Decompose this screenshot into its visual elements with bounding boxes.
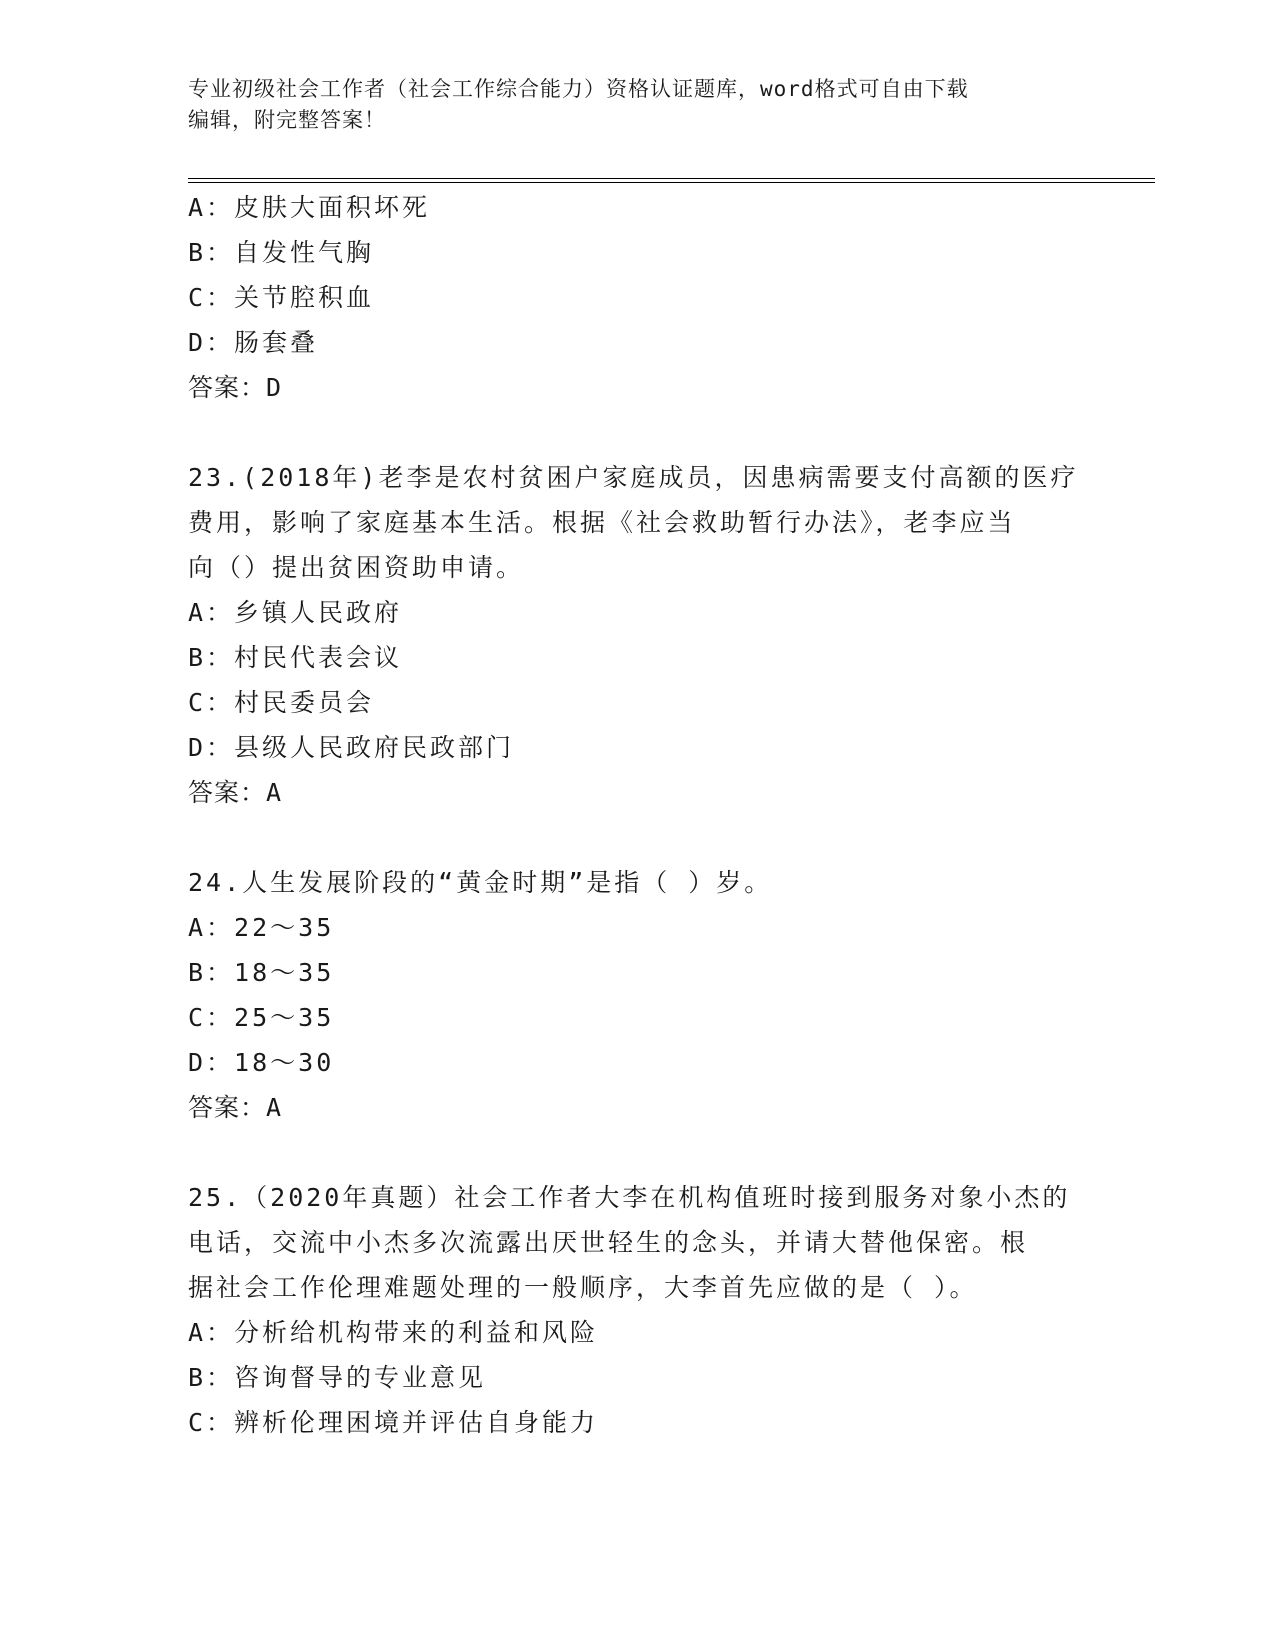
question-25-option-b: B：咨询督导的专业意见 [188, 1363, 487, 1392]
question-24-answer: 答案：A [188, 1093, 283, 1122]
question-23-option-a: A：乡镇人民政府 [188, 598, 403, 627]
question-24-option-a: A：22～35 [188, 913, 335, 942]
header-rule-bottom [188, 182, 1155, 183]
question-25-option-c: C：辨析伦理困境并评估自身能力 [188, 1408, 599, 1437]
question-23-option-d: D：县级人民政府民政部门 [188, 733, 515, 762]
option-b: B：自发性气胸 [188, 238, 375, 267]
document-header [188, 74, 1088, 136]
question-23-stem-1: 23.(2018年)老李是农村贫困户家庭成员，因患病需要支付高额的医疗 [188, 463, 1079, 492]
option-d: D：肠套叠 [188, 328, 319, 357]
header-line-1: 专业初级社会工作者（社会工作综合能力）资格认证题库，word格式可自由下载 [188, 77, 969, 101]
question-23-stem-3: 向（）提出贫困资助申请。 [188, 553, 525, 582]
question-24-option-c: C：25～35 [188, 1003, 335, 1032]
option-a: A：皮肤大面积坏死 [188, 193, 431, 222]
question-23-stem-2: 费用，影响了家庭基本生活。根据《社会救助暂行办法》，老李应当 [188, 508, 1016, 537]
header-line-2: 编辑，附完整答案！ [188, 108, 386, 132]
question-23-option-b: B：村民代表会议 [188, 643, 403, 672]
question-25-stem-1: 25.（2020年真题）社会工作者大李在机构值班时接到服务对象小杰的 [188, 1183, 1071, 1212]
answer: 答案：D [188, 373, 283, 402]
question-24-option-d: D：18～30 [188, 1048, 335, 1077]
question-23-option-c: C：村民委员会 [188, 688, 375, 717]
question-24-stem: 24.人生发展阶段的“黄金时期”是指（ ）岁。 [188, 868, 773, 897]
question-25-option-a: A：分析给机构带来的利益和风险 [188, 1318, 599, 1347]
question-25-stem-2: 电话，交流中小杰多次流露出厌世轻生的念头，并请大替他保密。根 [188, 1228, 1029, 1257]
question-25-stem-3: 据社会工作伦理难题处理的一般顺序，大李首先应做的是（ ）。 [188, 1273, 978, 1302]
header-rule-top [188, 178, 1155, 179]
question-24-option-b: B：18～35 [188, 958, 335, 987]
option-c: C：关节腔积血 [188, 283, 375, 312]
question-23-answer: 答案：A [188, 778, 283, 807]
